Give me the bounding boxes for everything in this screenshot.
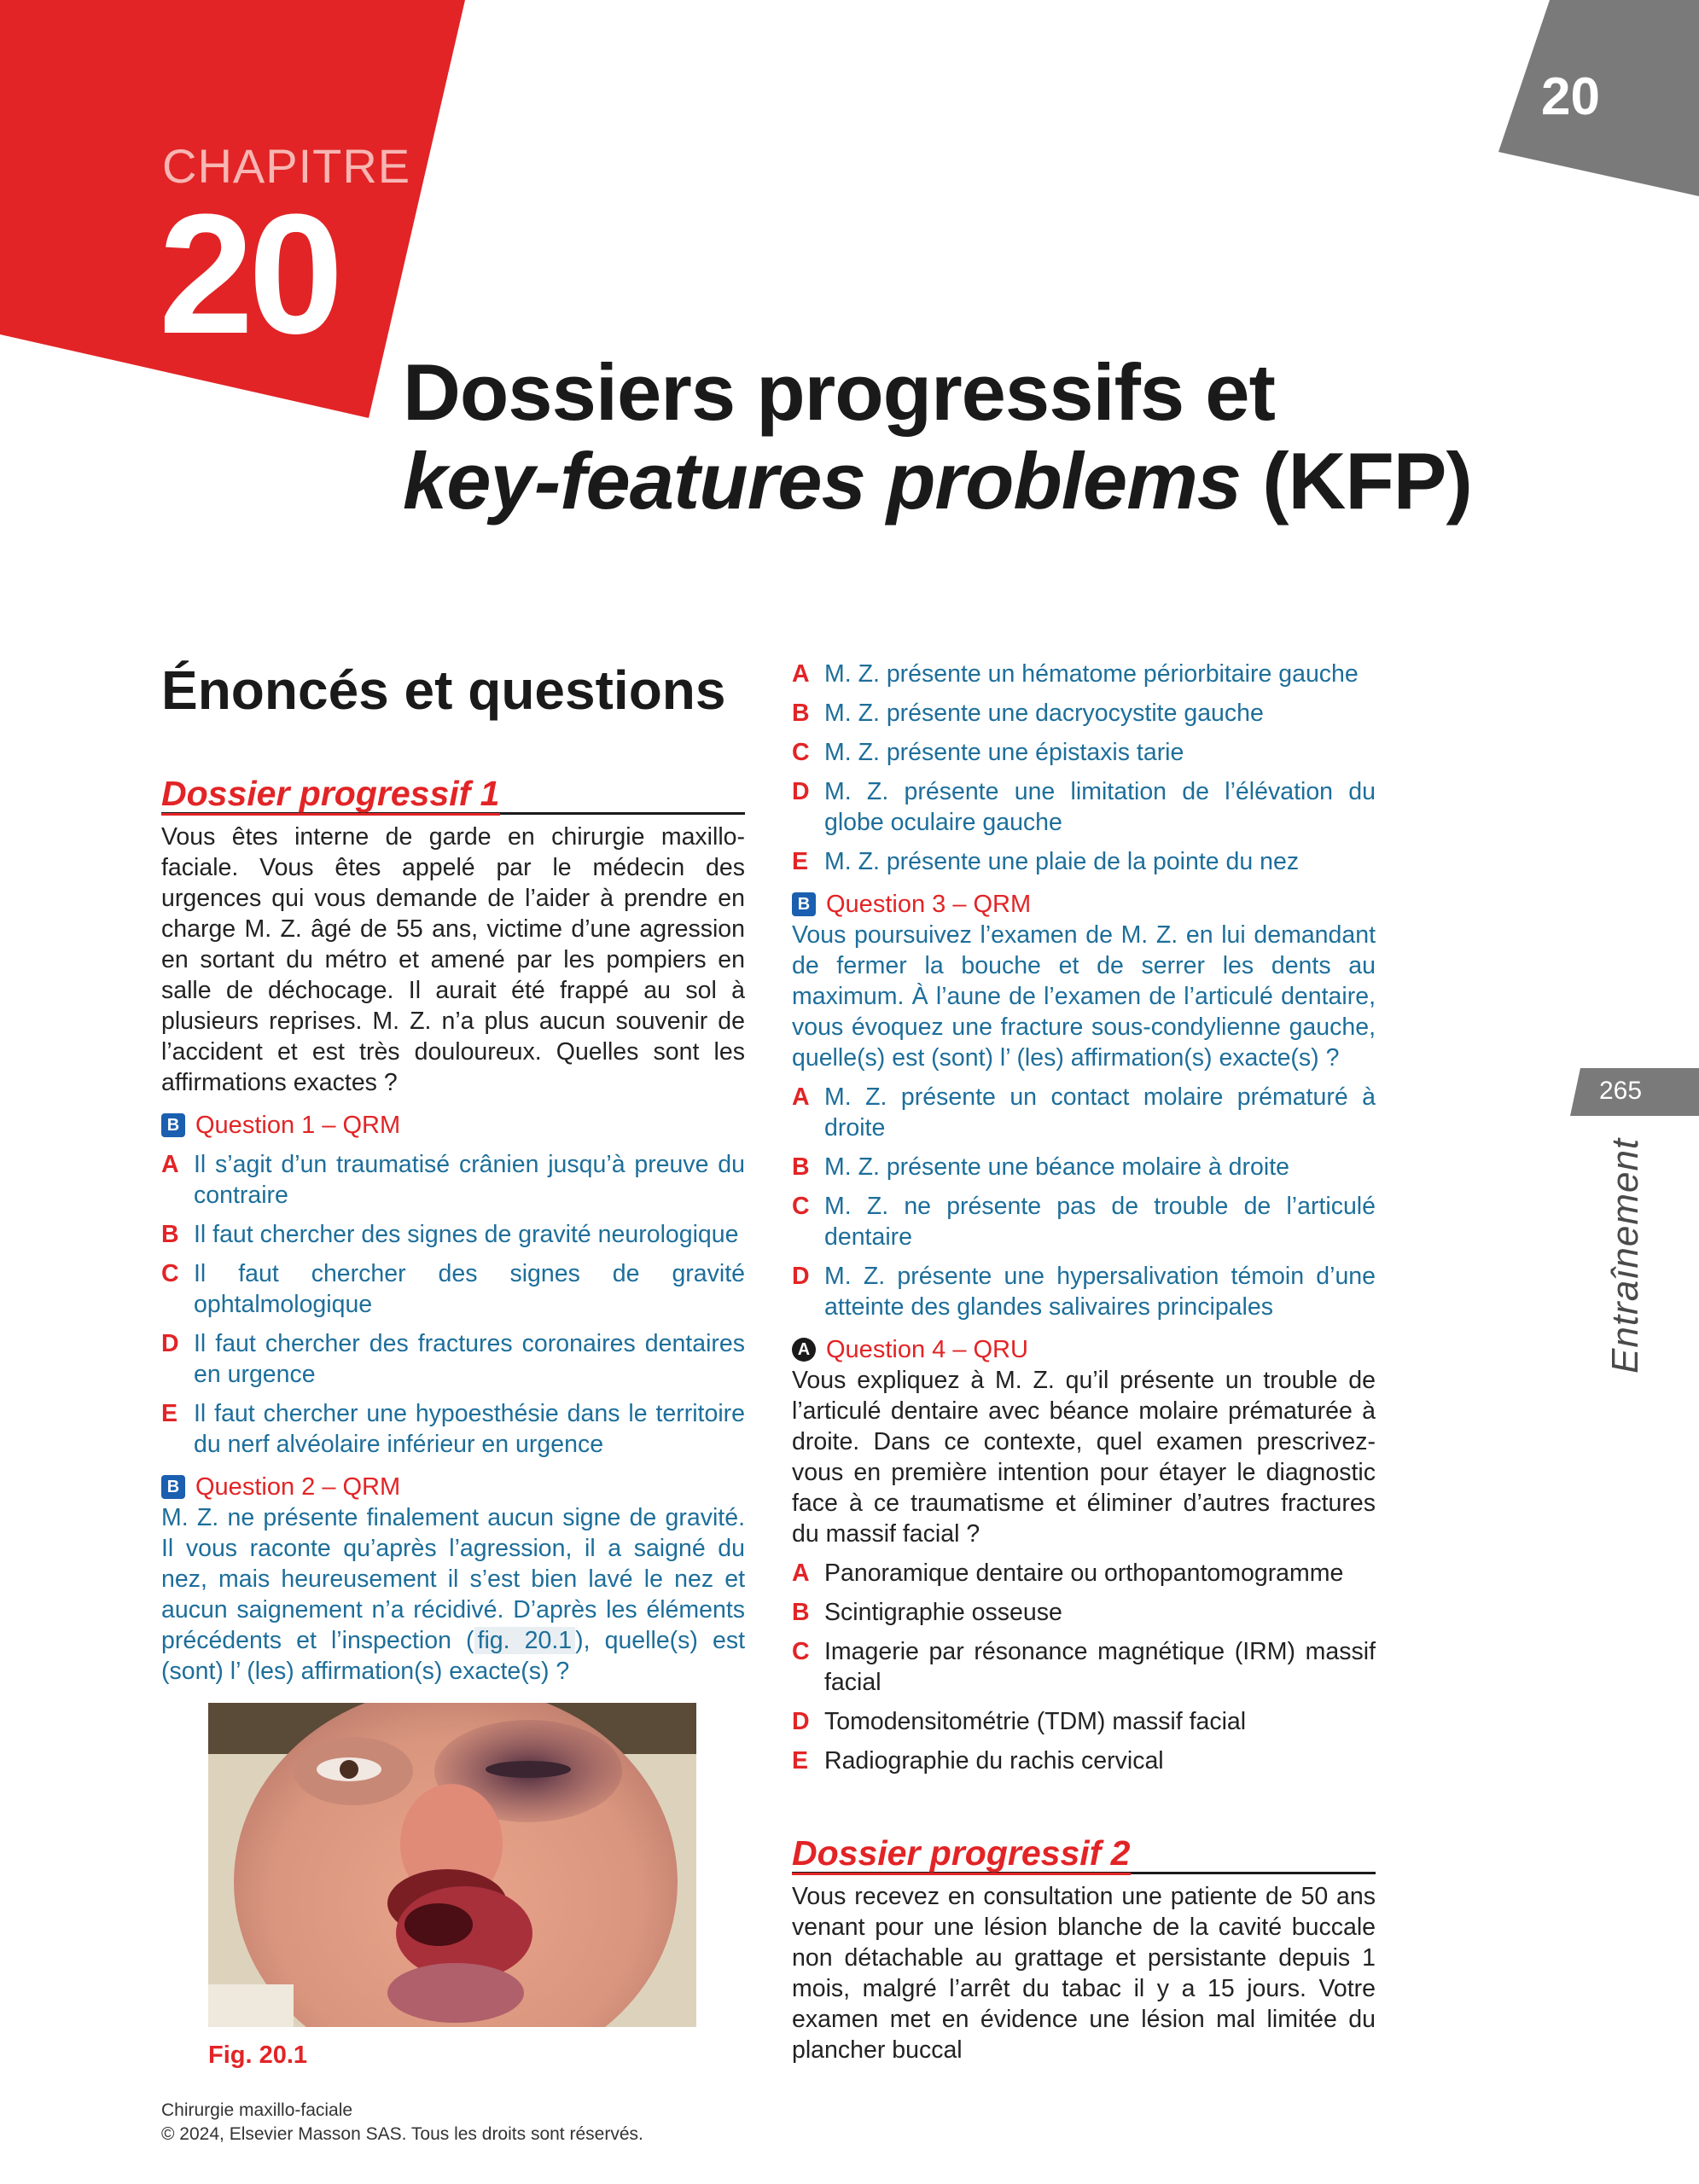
option-text: M. Z. ne présente pas de trouble de l’articulé dentaire xyxy=(824,1193,1376,1251)
option-text: Scintigraphie osseuse xyxy=(824,1599,1062,1626)
option-text: M. Z. présente une limitation de l’élévation du globe oculaire gauche xyxy=(824,778,1376,836)
option-text: Il faut chercher des signes de gravité ophtalmologique xyxy=(194,1260,745,1318)
chapter-title-rest: (KFP) xyxy=(1241,436,1472,526)
option-text: Il s’agit d’un traumatisé crânien jusqu’à preuve du contraire xyxy=(194,1151,745,1209)
q3-option-d xyxy=(792,1261,1376,1322)
q2-label: Question 2 – QRM xyxy=(195,1473,401,1501)
q2-stem-after: ), quelle(s) est (sont) l’ (les) affirmation(s) exacte(s) ? xyxy=(161,1627,746,1685)
q3-option-c xyxy=(792,1191,1376,1252)
option-letter: A xyxy=(792,660,810,688)
option-text: Imagerie par résonance magnétique (IRM) massif facial xyxy=(824,1638,1376,1696)
q2-option-e xyxy=(792,846,1376,877)
dossier2-title-text: Dossier progressif 2 xyxy=(792,1833,1131,1875)
option-letter: C xyxy=(792,1638,810,1665)
option-letter: C xyxy=(792,1193,810,1220)
right-column xyxy=(792,650,1376,2065)
chapter-title-line1: Dossiers progressifs et xyxy=(403,347,1275,437)
option-letter: B xyxy=(792,1153,810,1181)
q1-option-b xyxy=(161,1219,745,1250)
option-text: M. Z. présente une dacryocystite gauche xyxy=(824,700,1264,727)
footer-book-title: Chirurgie maxillo-faciale xyxy=(161,2100,353,2120)
dossier1-intro: Vous êtes interne de garde en chirurgie maxillo-faciale. Vous êtes appelé par le médecin des urgences qui vous demande de l’aider à prendre en charge M. Z. âgé de 55 ans, victime d’une agression en sortant du métro et amené par les pompiers en salle de déchocage. Il aurait été frappé au sol à plusieurs reprises. M. Z. n’a plus aucun souvenir de l’accident et est très douloureux. Quelles sont les affirmations exactes ? xyxy=(161,823,745,1096)
dossier1-title-text: Dossier progressif 1 xyxy=(161,774,500,816)
q4-label: Question 4 – QRU xyxy=(826,1336,1028,1363)
level-badge-a: A xyxy=(792,1338,816,1362)
option-text: Tomodensitométrie (TDM) massif facial xyxy=(824,1708,1247,1735)
q4-option-c xyxy=(792,1636,1376,1698)
option-text: M. Z. présente une béance molaire à droite xyxy=(824,1153,1289,1181)
q3-options xyxy=(792,1082,1376,1322)
q2-options xyxy=(792,659,1376,877)
q2-option-b xyxy=(792,698,1376,729)
figure-reference-link[interactable]: fig. 20.1 xyxy=(474,1627,576,1654)
q4-option-d xyxy=(792,1706,1376,1737)
option-letter: E xyxy=(792,848,809,875)
option-letter: E xyxy=(161,1400,178,1427)
q4-stem: Vous expliquez à M. Z. qu’il présente un trouble de l’articulé dentaire avec béance molaire prématurée à droite. Dans ce contexte, quel examen prescrivez-vous en première intention pour étayer le diagnostic face à ce traumatisme et éliminer d’autres fractures du massif facial ? xyxy=(792,1367,1376,1548)
page-number: 265 xyxy=(1599,1077,1643,1105)
left-column xyxy=(161,775,745,1687)
q3-heading xyxy=(792,889,1376,920)
option-letter: E xyxy=(792,1747,809,1774)
option-text: M. Z. présente une hypersalivation témoin d’une atteinte des glandes salivaires principales xyxy=(824,1263,1376,1321)
q1-option-d xyxy=(161,1328,745,1390)
option-letter: A xyxy=(161,1151,179,1178)
option-letter: A xyxy=(792,1560,810,1587)
q2-heading xyxy=(161,1472,745,1502)
q3-label: Question 3 – QRM xyxy=(826,891,1032,918)
option-text: M. Z. présente une plaie de la pointe du nez xyxy=(824,848,1300,875)
option-text: M. Z. présente un contact molaire prématuré à droite xyxy=(824,1083,1376,1141)
q4-option-a xyxy=(792,1558,1376,1589)
q4-heading xyxy=(792,1334,1376,1365)
option-text: Il faut chercher une hypoesthésie dans le territoire du nerf alvéolaire inférieur en urgence xyxy=(194,1400,745,1458)
option-letter: C xyxy=(792,739,810,766)
q4-options xyxy=(792,1558,1376,1776)
option-letter: D xyxy=(792,1708,810,1735)
level-badge-b: B xyxy=(161,1475,185,1499)
chapter-number: 20 xyxy=(159,179,339,369)
dossier1-title xyxy=(161,775,745,815)
q1-heading xyxy=(161,1110,745,1141)
chapter-title xyxy=(403,348,1472,526)
option-text: Radiographie du rachis cervical xyxy=(824,1747,1164,1774)
option-text: M. Z. présente une épistaxis tarie xyxy=(824,739,1184,766)
q4-option-e xyxy=(792,1745,1376,1776)
option-letter: B xyxy=(792,700,810,727)
figure-caption: Fig. 20.1 xyxy=(208,2042,308,2069)
chapter-title-line2 xyxy=(403,437,1472,526)
q3-option-b xyxy=(792,1152,1376,1182)
section-title: Énoncés et questions xyxy=(161,659,726,721)
q2-option-d xyxy=(792,776,1376,838)
footer-copyright: © 2024, Elsevier Masson SAS. Tous les droits sont réservés. xyxy=(161,2124,643,2144)
option-letter: C xyxy=(161,1260,179,1287)
figure-photo xyxy=(208,1703,696,2027)
dossier2-intro: Vous recevez en consultation une patiente de 50 ans venant pour une lésion blanche de la cavité buccale non détachable au grattage et persistante depuis 1 mois, malgré l’arrêt du tabac il y a 15 jours. Votre examen met en évidence une lésion mal limitée du plancher buccal xyxy=(792,1883,1376,2064)
q1-option-c xyxy=(161,1258,745,1320)
q1-options xyxy=(161,1149,745,1460)
chapter-word: CHAPITRE xyxy=(162,139,411,193)
option-text: M. Z. présente un hématome périorbitaire gauche xyxy=(824,660,1359,688)
corner-tab-number: 20 xyxy=(1541,67,1600,126)
option-text: Panoramique dentaire ou orthopantomogramme xyxy=(824,1560,1344,1587)
q1-option-e xyxy=(161,1398,745,1460)
level-badge-b: B xyxy=(792,892,816,916)
option-letter: D xyxy=(792,778,810,805)
level-badge-b: B xyxy=(161,1113,185,1137)
q3-stem: Vous poursuivez l’examen de M. Z. en lui demandant de fermer la bouche et de serrer les dents au maximum. À l’aune de l’examen de l’articulé dentaire, vous évoquez une fracture sous-condylienne gauche, quelle(s) est (sont) l’ (les) affirmation(s) exacte(s) ? xyxy=(792,921,1376,1072)
q2-option-c xyxy=(792,737,1376,768)
section-side-label: Entraînement xyxy=(1604,1137,1646,1374)
dossier2-title xyxy=(792,1834,1376,1874)
q2-stem-before: M. Z. ne présente finalement aucun signe de gravité. Il vous raconte qu’après l’agression, il a saigné du nez, mais heureusement il s’est bien lavé le nez et aucun saignement n’a récidivé. D’après les éléments précédents et l’inspection ( xyxy=(161,1504,745,1654)
option-letter: B xyxy=(792,1599,810,1626)
footer xyxy=(161,2099,643,2146)
q1-option-a xyxy=(161,1149,745,1211)
q2-stem xyxy=(161,1502,745,1687)
option-letter: B xyxy=(161,1221,179,1248)
option-text: Il faut chercher des fractures coronaires dentaires en urgence xyxy=(194,1330,745,1388)
chapter-title-italic: key-features problems xyxy=(403,436,1242,526)
q1-label: Question 1 – QRM xyxy=(195,1112,401,1139)
q4-option-b xyxy=(792,1597,1376,1628)
option-letter: A xyxy=(792,1083,810,1111)
q2-option-a xyxy=(792,659,1376,689)
q3-option-a xyxy=(792,1082,1376,1143)
option-letter: D xyxy=(792,1263,810,1290)
option-letter: D xyxy=(161,1330,179,1357)
option-text: Il faut chercher des signes de gravité neurologique xyxy=(194,1221,739,1248)
